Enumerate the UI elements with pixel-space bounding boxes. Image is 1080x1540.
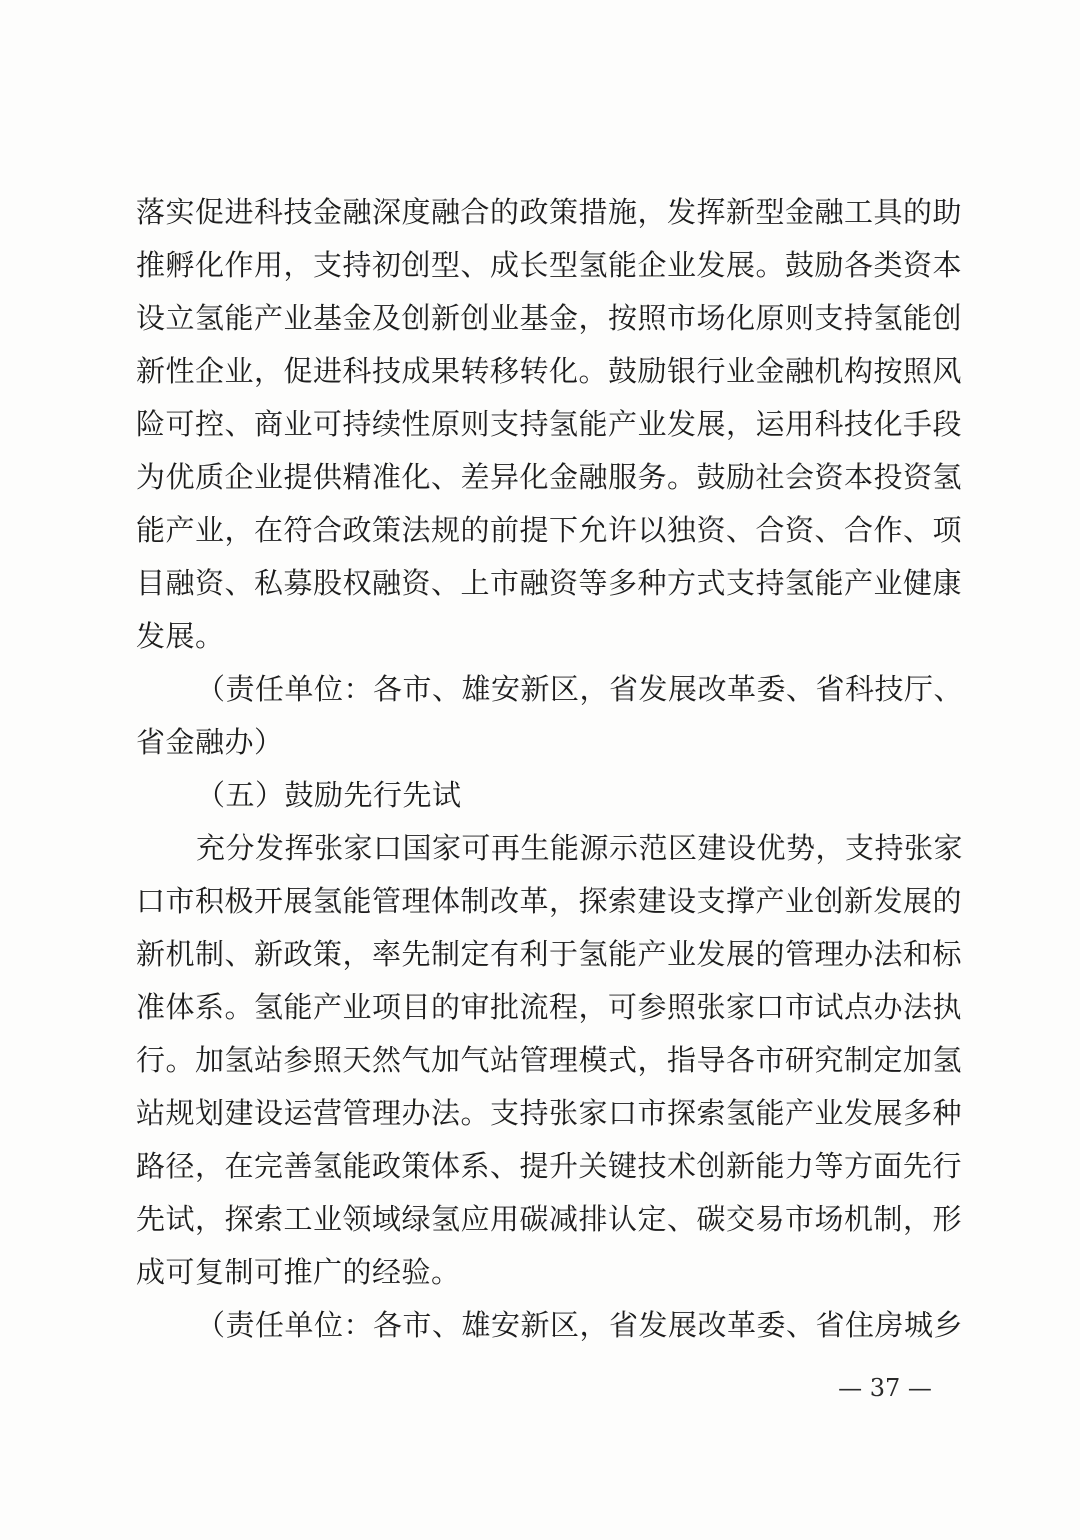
section-heading: （五）鼓励先行先试	[196, 778, 462, 812]
text-line: 新性企业，促进科技成果转移转化。鼓励银行业金融机构按照风	[136, 354, 963, 388]
text-line: 准体系。氢能产业项目的审批流程，可参照张家口市试点办法执	[136, 990, 963, 1024]
text-line: 站规划建设运营管理办法。支持张家口市探索氢能产业发展多种	[136, 1096, 963, 1130]
text-line: 充分发挥张家口国家可再生能源示范区建设优势，支持张家	[196, 831, 964, 865]
responsibility-note: 省金融办）	[136, 725, 284, 759]
text-line: 先试，探索工业领域绿氢应用碳减排认定、碳交易市场机制，形	[136, 1202, 963, 1236]
text-line: 落实促进科技金融深度融合的政策措施，发挥新型金融工具的助	[136, 195, 963, 229]
body-text	[136, 186, 964, 1352]
text-line: 路径，在完善氢能政策体系、提升关键技术创新能力等方面先行	[136, 1149, 963, 1183]
text-line: 行。加氢站参照天然气加气站管理模式，指导各市研究制定加氢	[136, 1043, 963, 1077]
text-line: 发展。	[136, 619, 225, 653]
text-line: 推孵化作用，支持初创型、成长型氢能企业发展。鼓励各类资本	[136, 248, 963, 282]
text-line: 设立氢能产业基金及创新创业基金，按照市场化原则支持氢能创	[136, 301, 963, 335]
text-line: 险可控、商业可持续性原则支持氢能产业发展，运用科技化手段	[136, 407, 963, 441]
responsibility-note: （责任单位：各市、雄安新区，省发展改革委、省住房城乡	[196, 1308, 964, 1342]
text-line: 为优质企业提供精准化、差异化金融服务。鼓励社会资本投资氢	[136, 460, 963, 494]
page-number: — 37 —	[838, 1374, 932, 1402]
text-line: 口市积极开展氢能管理体制改革，探索建设支撑产业创新发展的	[136, 884, 963, 918]
text-line: 成可复制可推广的经验。	[136, 1255, 461, 1289]
responsibility-note: （责任单位：各市、雄安新区，省发展改革委、省科技厅、	[196, 672, 964, 706]
text-line: 新机制、新政策，率先制定有利于氢能产业发展的管理办法和标	[136, 937, 963, 971]
text-line: 能产业，在符合政策法规的前提下允许以独资、合资、合作、项	[136, 513, 963, 547]
text-line: 目融资、私募股权融资、上市融资等多种方式支持氢能产业健康	[136, 566, 963, 600]
